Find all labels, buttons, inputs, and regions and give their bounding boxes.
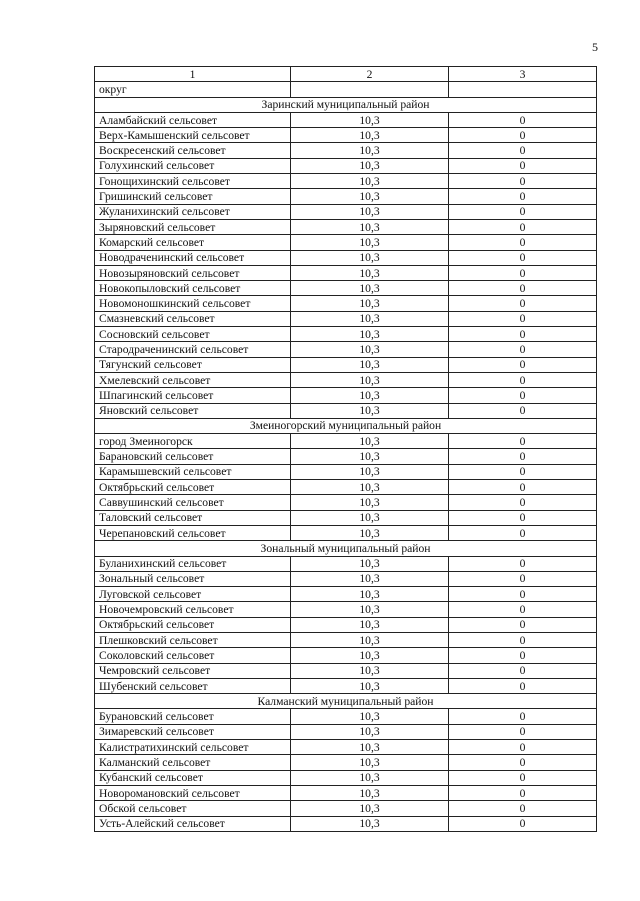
table-row xyxy=(95,250,597,265)
extra-value: 0 xyxy=(449,265,597,280)
settlement-name: Барановский сельсовет xyxy=(95,449,291,464)
settlement-name: Луговской сельсовет xyxy=(95,587,291,602)
rate-value: 10,3 xyxy=(291,434,449,449)
extra-value: 0 xyxy=(449,128,597,143)
settlement-name: Аламбайский сельсовет xyxy=(95,112,291,127)
settlement-name: Карамышевский сельсовет xyxy=(95,464,291,479)
extra-value: 0 xyxy=(449,158,597,173)
table-row xyxy=(95,204,597,219)
extra-value: 0 xyxy=(449,449,597,464)
section-title: Калманский муниципальный район xyxy=(95,694,597,709)
section-title: Зональный муниципальный район xyxy=(95,541,597,556)
extra-value: 0 xyxy=(449,510,597,525)
table-row xyxy=(95,357,597,372)
extra-value: 0 xyxy=(449,709,597,724)
extra-value: 0 xyxy=(449,480,597,495)
rate-value: 10,3 xyxy=(291,357,449,372)
section-header-row xyxy=(95,541,597,556)
extra-value: 0 xyxy=(449,785,597,800)
settlement-name: Хмелевский сельсовет xyxy=(95,372,291,387)
table-row xyxy=(95,480,597,495)
rate-value: 10,3 xyxy=(291,678,449,693)
table-row xyxy=(95,219,597,234)
table-row xyxy=(95,265,597,280)
rate-value: 10,3 xyxy=(291,785,449,800)
rate-value: 10,3 xyxy=(291,480,449,495)
settlement-name: Кубанский сельсовет xyxy=(95,770,291,785)
table-row xyxy=(95,556,597,571)
settlement-name: Верх-Камышенский сельсовет xyxy=(95,128,291,143)
settlement-name: Новочемровский сельсовет xyxy=(95,602,291,617)
extra-value: 0 xyxy=(449,816,597,831)
settlement-name: Воскресенский сельсовет xyxy=(95,143,291,158)
table-row xyxy=(95,525,597,540)
extra-value: 0 xyxy=(449,174,597,189)
extra-value: 0 xyxy=(449,357,597,372)
settlement-name: Таловский сельсовет xyxy=(95,510,291,525)
settlement-name: Октябрьский сельсовет xyxy=(95,480,291,495)
extra-value: 0 xyxy=(449,327,597,342)
extra-value: 0 xyxy=(449,525,597,540)
settlement-name: город Змеиногорск xyxy=(95,434,291,449)
continuation-cell-extra xyxy=(449,82,597,97)
section-header-row xyxy=(95,97,597,112)
section-header-row xyxy=(95,694,597,709)
table-row xyxy=(95,128,597,143)
rate-value: 10,3 xyxy=(291,816,449,831)
table-row xyxy=(95,755,597,770)
rate-value: 10,3 xyxy=(291,770,449,785)
extra-value: 0 xyxy=(449,755,597,770)
table-row xyxy=(95,709,597,724)
settlement-name: Бурановский сельсовет xyxy=(95,709,291,724)
extra-value: 0 xyxy=(449,678,597,693)
page-number: 5 xyxy=(592,40,598,54)
rate-value: 10,3 xyxy=(291,265,449,280)
extra-value: 0 xyxy=(449,587,597,602)
extra-value: 0 xyxy=(449,311,597,326)
rate-value: 10,3 xyxy=(291,648,449,663)
rate-value: 10,3 xyxy=(291,464,449,479)
settlement-name: Комарский сельсовет xyxy=(95,235,291,250)
rate-value: 10,3 xyxy=(291,617,449,632)
settlement-name: Шубенский сельсовет xyxy=(95,678,291,693)
continuation-cell-name: округ xyxy=(95,82,291,97)
extra-value: 0 xyxy=(449,296,597,311)
rate-value: 10,3 xyxy=(291,143,449,158)
table-row xyxy=(95,571,597,586)
table-row xyxy=(95,740,597,755)
table-row xyxy=(95,189,597,204)
rate-value: 10,3 xyxy=(291,556,449,571)
extra-value: 0 xyxy=(449,556,597,571)
rate-value: 10,3 xyxy=(291,510,449,525)
table-row xyxy=(95,112,597,127)
settlement-name: Соколовский сельсовет xyxy=(95,648,291,663)
settlement-name: Новодраченинский сельсовет xyxy=(95,250,291,265)
settlement-name: Зимаревский сельсовет xyxy=(95,724,291,739)
extra-value: 0 xyxy=(449,403,597,418)
extra-value: 0 xyxy=(449,648,597,663)
rate-value: 10,3 xyxy=(291,311,449,326)
table-row xyxy=(95,648,597,663)
rate-value: 10,3 xyxy=(291,755,449,770)
settlement-name: Новозыряновский сельсовет xyxy=(95,265,291,280)
extra-value: 0 xyxy=(449,617,597,632)
settlement-name: Калистратихинский сельсовет xyxy=(95,740,291,755)
settlement-name: Тягунский сельсовет xyxy=(95,357,291,372)
settlement-name: Саввушинский сельсовет xyxy=(95,495,291,510)
rate-value: 10,3 xyxy=(291,189,449,204)
extra-value: 0 xyxy=(449,434,597,449)
rate-value: 10,3 xyxy=(291,235,449,250)
extra-value: 0 xyxy=(449,724,597,739)
rate-value: 10,3 xyxy=(291,724,449,739)
rate-value: 10,3 xyxy=(291,327,449,342)
table-row xyxy=(95,785,597,800)
table-row xyxy=(95,327,597,342)
rate-value: 10,3 xyxy=(291,372,449,387)
extra-value: 0 xyxy=(449,189,597,204)
rate-value: 10,3 xyxy=(291,174,449,189)
rate-value: 10,3 xyxy=(291,281,449,296)
settlement-name: Обской сельсовет xyxy=(95,801,291,816)
rate-value: 10,3 xyxy=(291,449,449,464)
settlement-name: Буланихинский сельсовет xyxy=(95,556,291,571)
settlement-name: Стародраченинский сельсовет xyxy=(95,342,291,357)
extra-value: 0 xyxy=(449,770,597,785)
extra-value: 0 xyxy=(449,571,597,586)
table-row xyxy=(95,617,597,632)
settlement-name: Чемровский сельсовет xyxy=(95,663,291,678)
extra-value: 0 xyxy=(449,372,597,387)
settlement-name: Жуланихинский сельсовет xyxy=(95,204,291,219)
settlement-name: Гонощихинский сельсовет xyxy=(95,174,291,189)
rate-value: 10,3 xyxy=(291,342,449,357)
extra-value: 0 xyxy=(449,632,597,647)
table-row xyxy=(95,311,597,326)
rate-value: 10,3 xyxy=(291,495,449,510)
rate-value: 10,3 xyxy=(291,632,449,647)
continuation-row xyxy=(95,82,597,97)
settlement-name: Смазневский сельсовет xyxy=(95,311,291,326)
extra-value: 0 xyxy=(449,250,597,265)
extra-value: 0 xyxy=(449,801,597,816)
extra-value: 0 xyxy=(449,112,597,127)
settlement-name: Октябрьский сельсовет xyxy=(95,617,291,632)
extra-value: 0 xyxy=(449,495,597,510)
section-header-row xyxy=(95,418,597,433)
extra-value: 0 xyxy=(449,602,597,617)
settlement-name: Голухинский сельсовет xyxy=(95,158,291,173)
settlement-name: Усть-Алейский сельсовет xyxy=(95,816,291,831)
table-row xyxy=(95,403,597,418)
table-header-row xyxy=(95,67,597,82)
table-row xyxy=(95,281,597,296)
rate-value: 10,3 xyxy=(291,296,449,311)
settlement-name: Сосновский сельсовет xyxy=(95,327,291,342)
table-row xyxy=(95,663,597,678)
settlement-name: Черепановский сельсовет xyxy=(95,525,291,540)
settlement-name: Новомоношкинский сельсовет xyxy=(95,296,291,311)
extra-value: 0 xyxy=(449,464,597,479)
extra-value: 0 xyxy=(449,342,597,357)
extra-value: 0 xyxy=(449,663,597,678)
extra-value: 0 xyxy=(449,204,597,219)
table-row xyxy=(95,632,597,647)
table-row xyxy=(95,510,597,525)
municipal-rates-table xyxy=(94,66,597,832)
settlement-name: Шпагинский сельсовет xyxy=(95,388,291,403)
table-row xyxy=(95,143,597,158)
table-row xyxy=(95,495,597,510)
table-row xyxy=(95,801,597,816)
rate-value: 10,3 xyxy=(291,602,449,617)
section-title: Змеиногорский муниципальный район xyxy=(95,418,597,433)
table-row xyxy=(95,816,597,831)
rate-value: 10,3 xyxy=(291,128,449,143)
table-row xyxy=(95,235,597,250)
rate-value: 10,3 xyxy=(291,250,449,265)
settlement-name: Яновский сельсовет xyxy=(95,403,291,418)
settlement-name: Зональный сельсовет xyxy=(95,571,291,586)
table-row xyxy=(95,602,597,617)
table-row xyxy=(95,158,597,173)
extra-value: 0 xyxy=(449,740,597,755)
settlement-name: Зыряновский сельсовет xyxy=(95,219,291,234)
table-row xyxy=(95,388,597,403)
settlement-name: Калманский сельсовет xyxy=(95,755,291,770)
table-row xyxy=(95,174,597,189)
extra-value: 0 xyxy=(449,388,597,403)
column-header-3: 3 xyxy=(449,67,597,82)
rate-value: 10,3 xyxy=(291,571,449,586)
settlement-name: Гришинский сельсовет xyxy=(95,189,291,204)
table-row xyxy=(95,434,597,449)
table-row xyxy=(95,449,597,464)
rate-value: 10,3 xyxy=(291,388,449,403)
extra-value: 0 xyxy=(449,143,597,158)
table-body xyxy=(95,82,597,832)
rate-value: 10,3 xyxy=(291,525,449,540)
settlement-name: Новокопыловский сельсовет xyxy=(95,281,291,296)
rate-value: 10,3 xyxy=(291,740,449,755)
settlement-name: Плешковский сельсовет xyxy=(95,632,291,647)
rate-value: 10,3 xyxy=(291,158,449,173)
rate-value: 10,3 xyxy=(291,403,449,418)
table-row xyxy=(95,342,597,357)
continuation-cell-value xyxy=(291,82,449,97)
table-row xyxy=(95,770,597,785)
extra-value: 0 xyxy=(449,235,597,250)
rate-value: 10,3 xyxy=(291,219,449,234)
rate-value: 10,3 xyxy=(291,709,449,724)
table-row xyxy=(95,296,597,311)
table-row xyxy=(95,464,597,479)
column-header-2: 2 xyxy=(291,67,449,82)
rate-value: 10,3 xyxy=(291,112,449,127)
table-row xyxy=(95,724,597,739)
extra-value: 0 xyxy=(449,281,597,296)
rate-value: 10,3 xyxy=(291,801,449,816)
settlement-name: Новоромановский сельсовет xyxy=(95,785,291,800)
rate-value: 10,3 xyxy=(291,204,449,219)
section-title: Заринский муниципальный район xyxy=(95,97,597,112)
table-row xyxy=(95,372,597,387)
extra-value: 0 xyxy=(449,219,597,234)
table-row xyxy=(95,587,597,602)
column-header-1: 1 xyxy=(95,67,291,82)
table-row xyxy=(95,678,597,693)
rate-value: 10,3 xyxy=(291,587,449,602)
rate-value: 10,3 xyxy=(291,663,449,678)
